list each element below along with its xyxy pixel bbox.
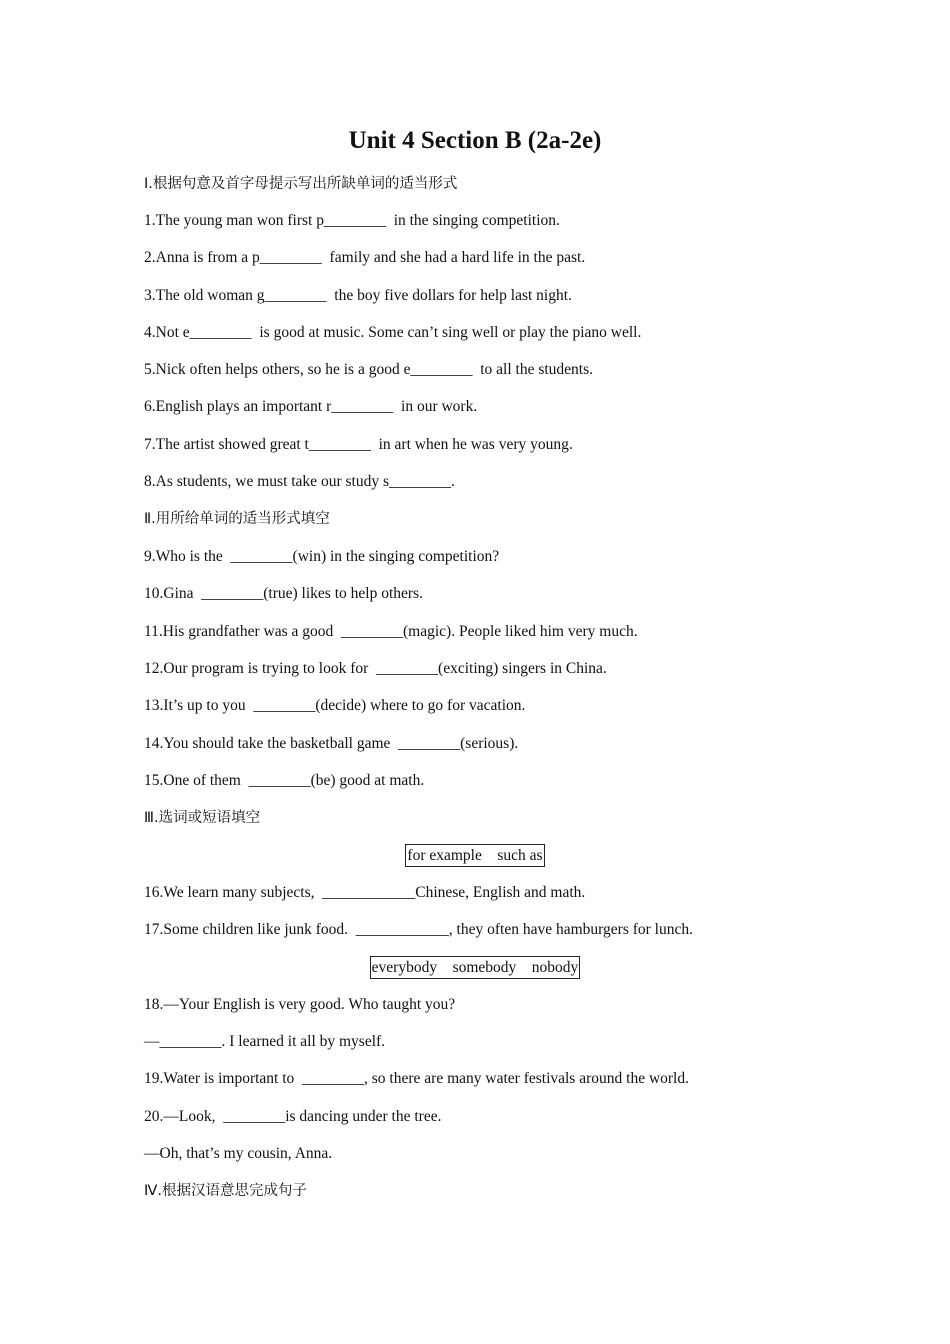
question-5: 5.Nick often helps others, so he is a good e________ to all the students. bbox=[144, 361, 594, 378]
question-16: 16.We learn many subjects, ____________Chinese, English and math. bbox=[144, 884, 586, 901]
section-2-heading: Ⅱ.用所给单词的适当形式填空 bbox=[144, 511, 330, 527]
question-20-response: —Oh, that’s my cousin, Anna. bbox=[144, 1145, 333, 1162]
question-1: 1.The young man won first p________ in the singing competition. bbox=[144, 212, 560, 229]
question-18-response: —________. I learned it all by myself. bbox=[144, 1033, 386, 1050]
question-7: 7.The artist showed great t________ in art when he was very young. bbox=[144, 436, 573, 453]
question-13: 13.It’s up to you ________(decide) where to go for vacation. bbox=[144, 697, 526, 714]
question-15: 15.One of them ________(be) good at math. bbox=[144, 772, 425, 789]
question-4: 4.Not e________ is good at music. Some can’t sing well or play the piano well. bbox=[144, 324, 642, 341]
question-14: 14.You should take the basketball game ________(serious). bbox=[144, 735, 519, 752]
page-title: Unit 4 Section B (2a-2e) bbox=[348, 127, 602, 154]
section-3-heading: Ⅲ.选词或短语填空 bbox=[144, 810, 261, 826]
word-box-row-1 bbox=[0, 844, 950, 867]
question-20-prompt: 20.—Look, ________is dancing under the tree. bbox=[144, 1108, 442, 1125]
question-11: 11.His grandfather was a good ________(magic). People liked him very much. bbox=[144, 623, 638, 640]
word-box-row-2 bbox=[0, 956, 950, 979]
question-18-prompt: 18.—Your English is very good. Who taught you? bbox=[144, 996, 456, 1013]
question-10: 10.Gina ________(true) likes to help others. bbox=[144, 585, 423, 602]
question-17: 17.Some children like junk food. ____________, they often have hamburgers for lunch. bbox=[144, 921, 693, 938]
section-1-heading: Ⅰ.根据句意及首字母提示写出所缺单词的适当形式 bbox=[144, 176, 458, 192]
word-box-2: everybody somebody nobody bbox=[370, 956, 581, 979]
question-12: 12.Our program is trying to look for ________(exciting) singers in China. bbox=[144, 660, 607, 677]
section-4-heading: Ⅳ.根据汉语意思完成句子 bbox=[144, 1183, 307, 1199]
question-19: 19.Water is important to ________, so there are many water festivals around the world. bbox=[144, 1070, 689, 1087]
question-9: 9.Who is the ________(win) in the singing competition? bbox=[144, 548, 500, 565]
word-box-1: for example such as bbox=[405, 844, 544, 867]
question-2: 2.Anna is from a p________ family and she had a hard life in the past. bbox=[144, 249, 586, 266]
question-8: 8.As students, we must take our study s________. bbox=[144, 473, 455, 490]
question-3: 3.The old woman g________ the boy five dollars for help last night. bbox=[144, 287, 572, 304]
question-6: 6.English plays an important r________ in our work. bbox=[144, 398, 478, 415]
